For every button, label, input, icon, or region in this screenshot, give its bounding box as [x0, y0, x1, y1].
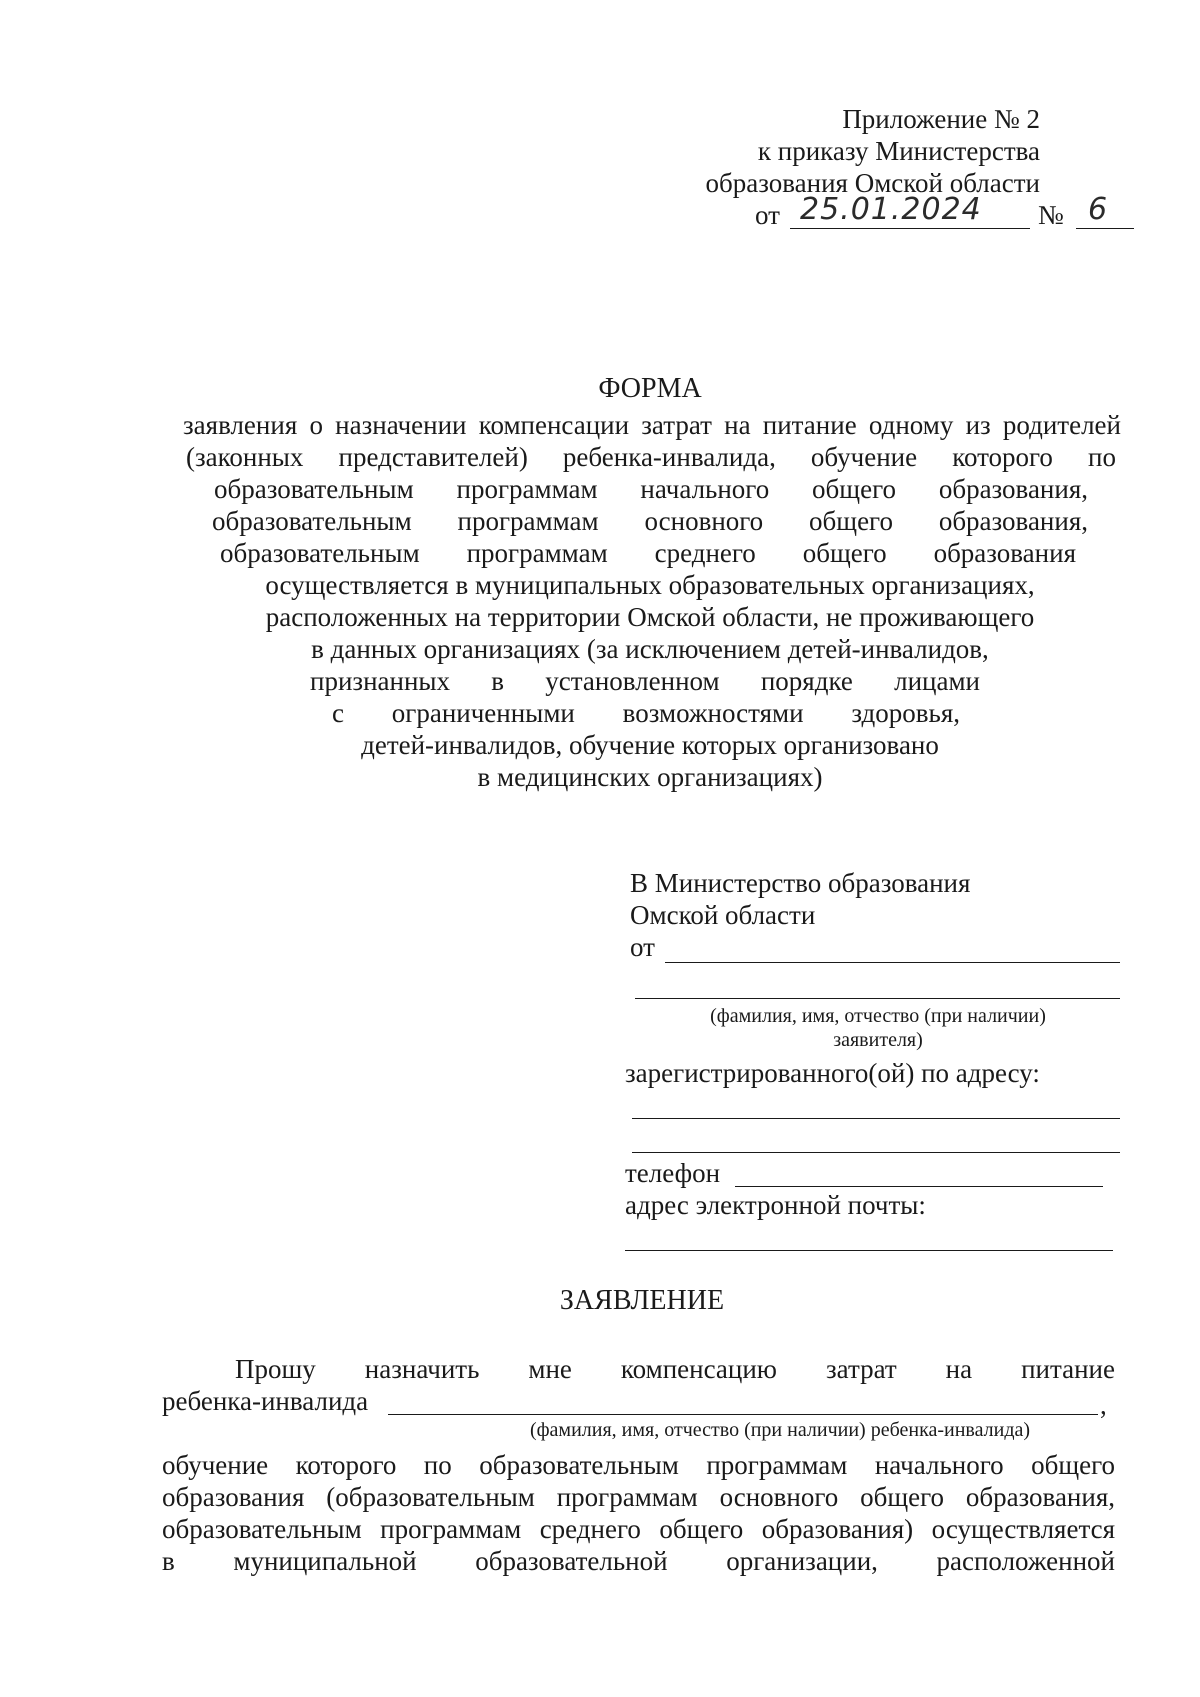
- email-label: адрес электронной почты:: [625, 1190, 926, 1220]
- applicant-name-caption: (фамилия, имя, отчество (при наличии): [710, 1005, 1046, 1027]
- appendix-date-handwritten: 25.01.2024: [800, 192, 982, 227]
- form-subtitle-line: детей-инвалидов, обучение которых организовано: [361, 730, 939, 760]
- appendix-order: к приказу Министерства: [757, 136, 1040, 166]
- applicant-name-line-2[interactable]: [635, 998, 1120, 999]
- applicant-name-line[interactable]: [665, 962, 1120, 963]
- appendix-number-line: [1076, 228, 1134, 229]
- child-name-caption: (фамилия, имя, отчество (при наличии) ребенка-инвалида): [529, 1419, 1031, 1441]
- phone-line[interactable]: [735, 1186, 1103, 1187]
- applicant-name-caption-2: заявителя): [833, 1029, 923, 1051]
- appendix-number-label: №: [1038, 200, 1064, 230]
- form-subtitle-line: образовательным программам начального общего образования,: [214, 474, 1088, 504]
- form-subtitle-line: заявления о назначении компенсации затрат на питание одному из родителей: [183, 410, 1121, 440]
- addressee-ministry: В Министерство образования: [630, 868, 971, 898]
- form-subtitle-line: в данных организациях (за исключением детей-инвалидов,: [311, 634, 989, 664]
- appendix-date-line: [790, 228, 1030, 229]
- form-subtitle-line: образовательным программам среднего общего образования: [220, 538, 1076, 568]
- statement-body-line: обучение которого по образовательным программам начального общего: [162, 1450, 1115, 1480]
- child-name-line[interactable]: [388, 1414, 1098, 1415]
- child-comma: ,: [1100, 1390, 1107, 1420]
- form-subtitle-line: (законных представителей) ребенка-инвалида, обучение которого по: [186, 442, 1116, 472]
- email-line[interactable]: [625, 1250, 1113, 1251]
- address-label: зарегистрированного(ой) по адресу:: [625, 1058, 1040, 1088]
- form-subtitle-line: осуществляется в муниципальных образовательных организациях,: [265, 570, 1035, 600]
- statement-heading: ЗАЯВЛЕНИЕ: [559, 1285, 725, 1316]
- appendix-number-handwritten: 6: [1088, 192, 1109, 227]
- addressee-from-label: от: [630, 932, 655, 962]
- statement-body-line: образования (образовательным программам основного общего образования,: [162, 1482, 1115, 1512]
- statement-body-line: в муниципальной образовательной организации, расположенной: [162, 1546, 1115, 1576]
- statement-request: Прошу назначить мне компенсацию затрат на питание: [235, 1354, 1115, 1384]
- appendix-date-label: от: [755, 200, 780, 230]
- address-line-1[interactable]: [632, 1118, 1120, 1119]
- statement-body-line: образовательным программам среднего общего образования) осуществляется: [162, 1514, 1115, 1544]
- form-subtitle-line: расположенных на территории Омской области, не проживающего: [265, 602, 1035, 632]
- form-subtitle-line: с ограниченными возможностями здоровья,: [332, 698, 960, 728]
- child-label: ребенка-инвалида: [162, 1386, 369, 1416]
- phone-label: телефон: [625, 1158, 721, 1188]
- address-line-2[interactable]: [632, 1152, 1120, 1153]
- form-subtitle-line: в медицинских организациях): [477, 762, 823, 792]
- form-subtitle-line: признанных в установленном порядке лицами: [310, 666, 980, 696]
- form-subtitle-line: образовательным программам основного общего образования,: [212, 506, 1088, 536]
- form-heading: ФОРМА: [598, 373, 702, 404]
- appendix-title: Приложение № 2: [842, 104, 1040, 134]
- addressee-region: Омской области: [630, 900, 816, 930]
- appendix-ministry: образования Омской области: [705, 168, 1040, 198]
